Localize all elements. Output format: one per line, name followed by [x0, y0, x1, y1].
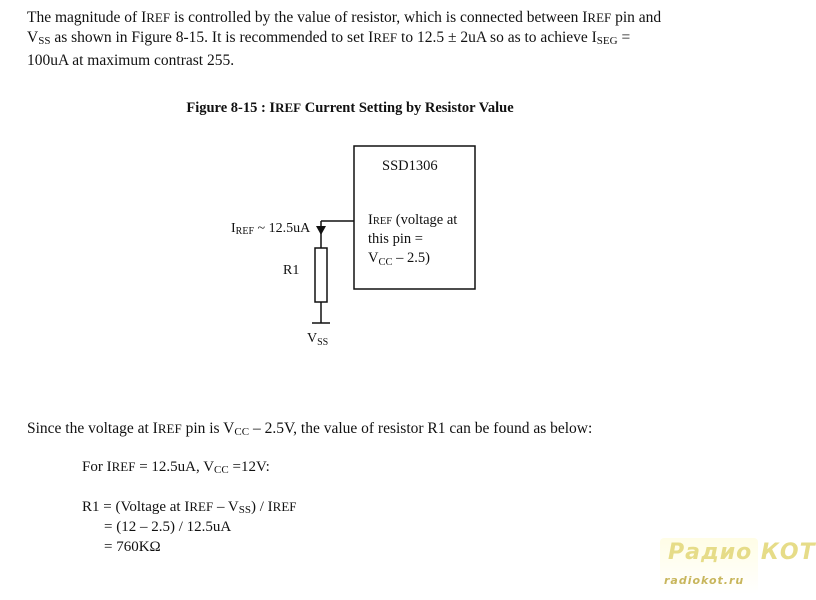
- subscript-text: REF: [146, 10, 171, 25]
- formula-line-1: [82, 499, 297, 516]
- condition-line: [82, 459, 270, 476]
- formula-line-3: = 760KΩ: [104, 539, 161, 555]
- subscript-text: REF: [373, 30, 398, 45]
- subscript-text: CC: [214, 464, 229, 476]
- subscript-text: REF: [587, 10, 612, 25]
- current-arrow: [316, 226, 326, 235]
- text: =12V:: [228, 459, 270, 475]
- pin-label-line-2: this pin =: [368, 231, 423, 247]
- text: pin is V: [181, 420, 235, 437]
- text: (voltage at: [392, 212, 458, 228]
- text: Current Setting by Resistor Value: [301, 100, 514, 116]
- text: For I: [82, 459, 112, 475]
- vss-label: [307, 331, 328, 348]
- text: pin and: [611, 9, 662, 26]
- watermark-url: radiokot.ru: [664, 574, 745, 587]
- text: I: [368, 212, 373, 228]
- text: Since the voltage at I: [27, 420, 158, 437]
- watermark-logo: Радио КОТ: [668, 540, 816, 565]
- text: is controlled by the value of resistor, which is connected between I: [170, 9, 588, 26]
- text: ) / I: [251, 499, 273, 515]
- text: ~ 12.5uA: [254, 221, 311, 236]
- text: = 12.5uA, V: [135, 459, 215, 475]
- iref-current-label: [231, 221, 311, 237]
- pin-label-line-1: [368, 212, 457, 228]
- voltage-sentence: [27, 420, 592, 438]
- intro-line-3: 100uA at maximum contrast 255.: [27, 52, 235, 69]
- subscript-text: CC: [378, 257, 393, 268]
- chip-label: SSD1306: [382, 158, 438, 174]
- text: V: [307, 331, 318, 346]
- text: R1 = (Voltage at I: [82, 499, 190, 515]
- text: – V: [213, 499, 239, 515]
- text: I: [231, 221, 236, 236]
- text: V: [27, 29, 39, 46]
- subscript-text: SEG: [596, 35, 618, 47]
- text: Figure 8-15 : I: [186, 100, 276, 116]
- text: – 2.5V, the value of resistor R1 can be found as below:: [249, 420, 593, 437]
- text: =: [617, 29, 631, 46]
- pin-label-line-3: [368, 250, 430, 268]
- resistor-label: R1: [283, 263, 300, 278]
- subscript-text: REF: [189, 499, 214, 514]
- formula-line-2: = (12 – 2.5) / 12.5uA: [104, 519, 232, 535]
- subscript-text: CC: [234, 426, 250, 438]
- subscript-text: SS: [238, 504, 251, 516]
- subscript-text: REF: [372, 216, 393, 227]
- subscript-text: REF: [111, 459, 136, 474]
- subscript-text: REF: [157, 421, 182, 436]
- text: – 2.5): [392, 250, 430, 266]
- text: V: [368, 250, 379, 266]
- subscript-text: REF: [272, 499, 297, 514]
- text: as shown in Figure 8-15. It is recommended to set I: [50, 29, 374, 46]
- text: The magnitude of I: [27, 9, 147, 26]
- subscript-text: SS: [38, 35, 51, 47]
- watermark: [660, 538, 816, 594]
- resistor: [315, 248, 327, 302]
- subscript-text: SS: [317, 337, 329, 348]
- text: to 12.5 ± 2uA so as to achieve I: [397, 29, 597, 46]
- subscript-text: REF: [275, 100, 302, 115]
- subscript-text: REF: [235, 226, 255, 237]
